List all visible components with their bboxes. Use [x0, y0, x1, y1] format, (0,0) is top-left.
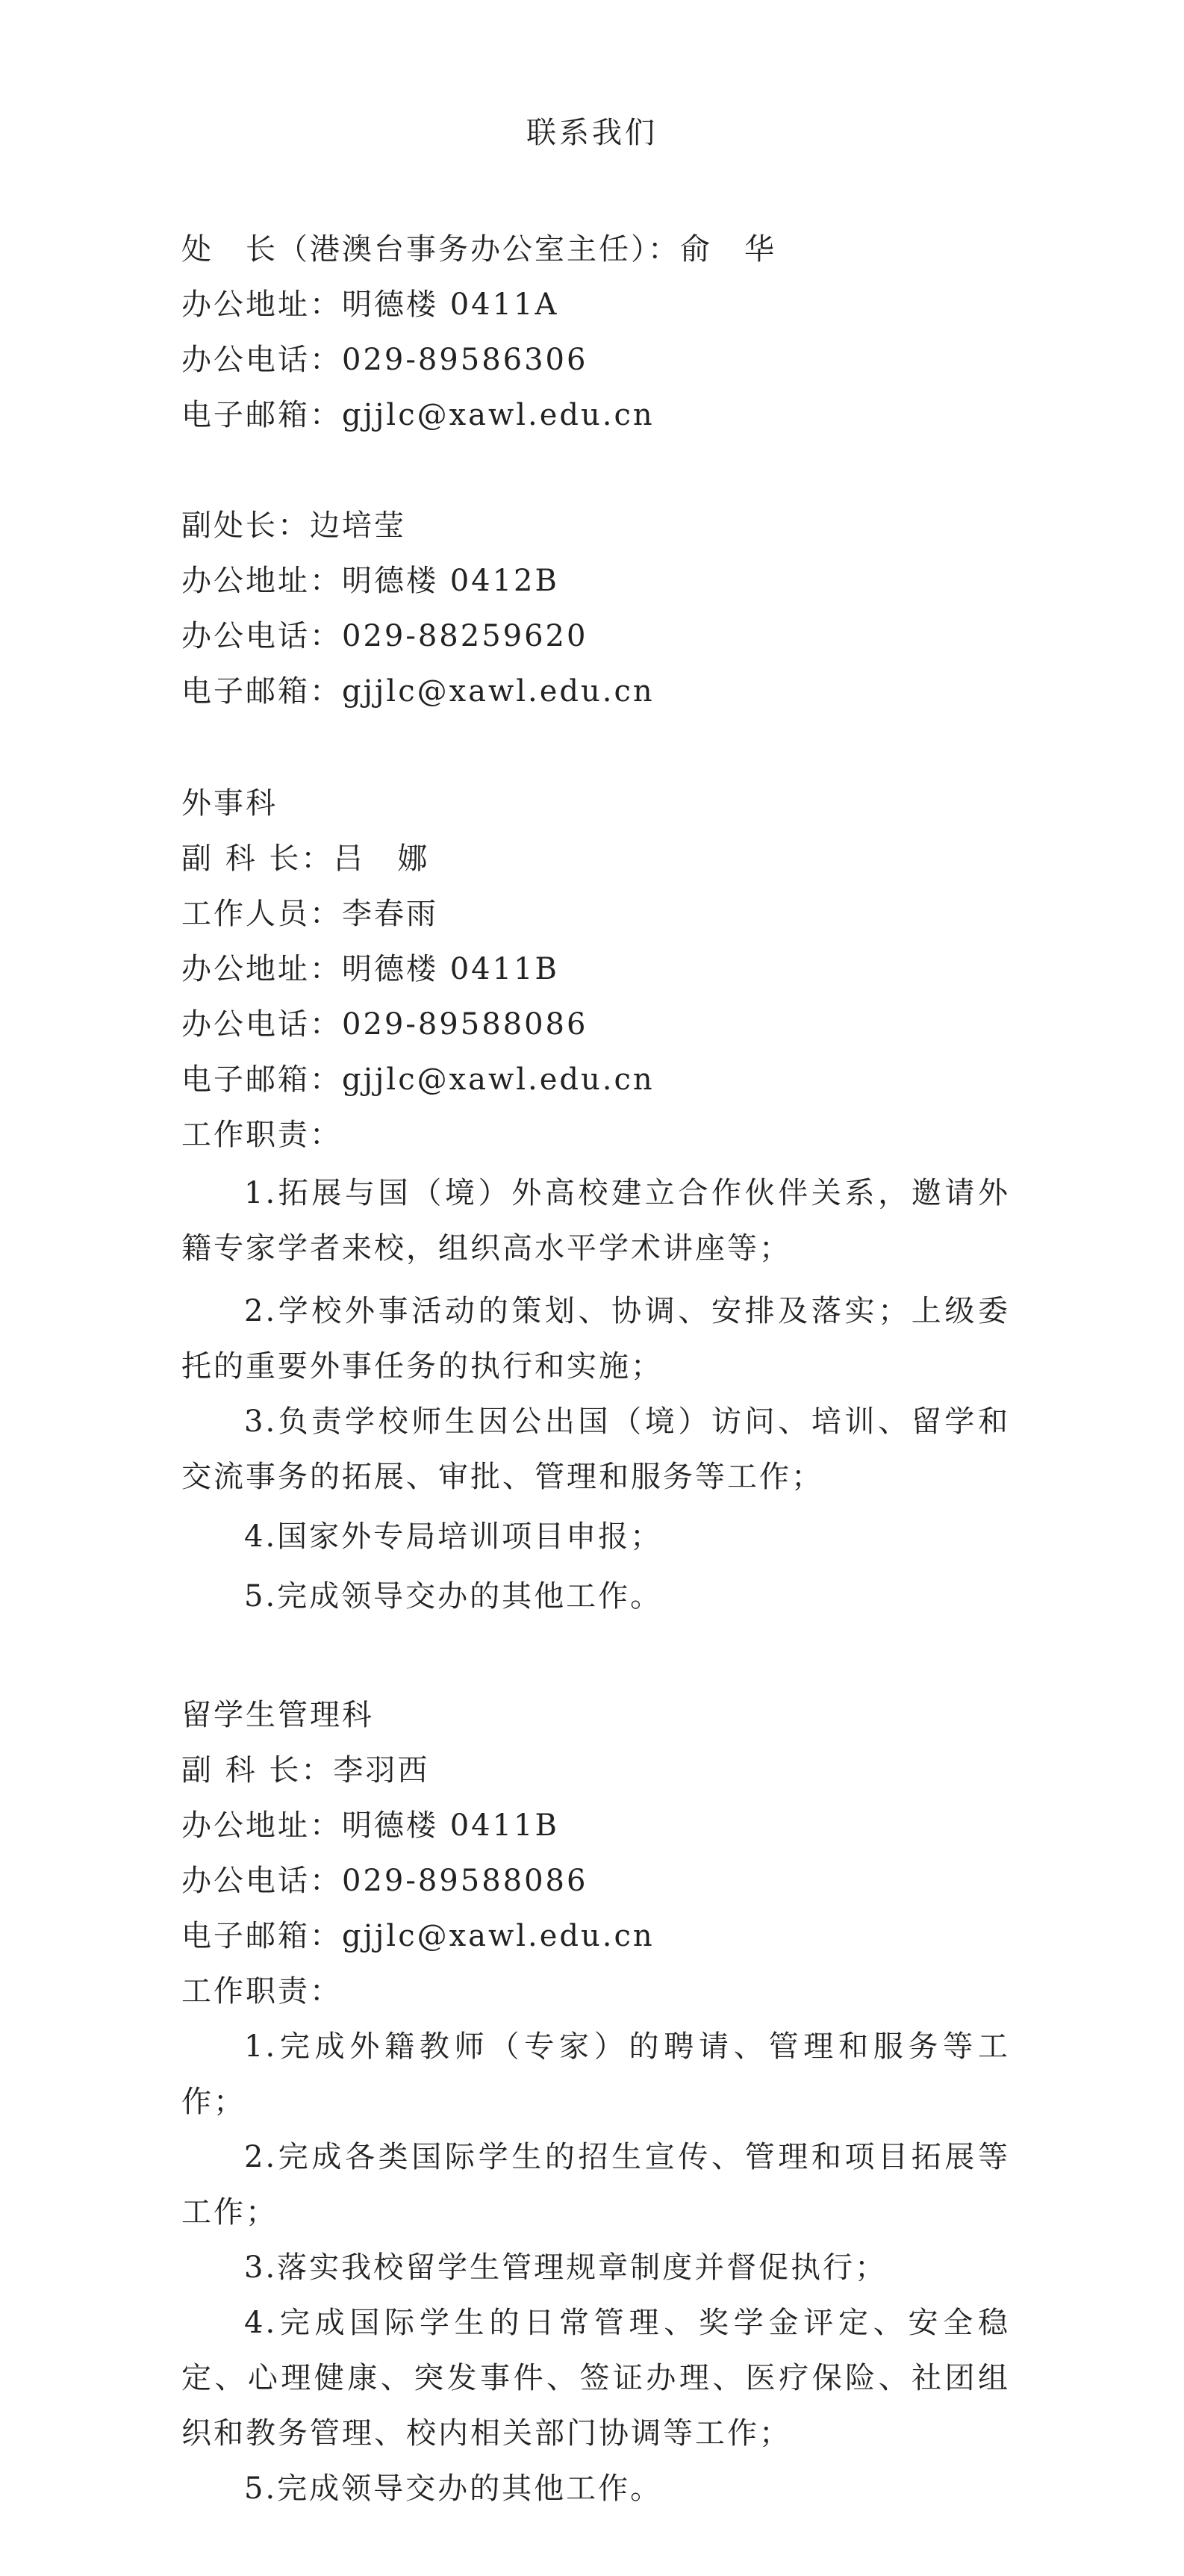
office-address: 办公地址：明德楼 0411B: [181, 952, 559, 986]
deputy-name-line: 副处长：边培莹: [181, 508, 406, 543]
email-line: 电子邮箱：gjjlc@xawl.edu.cn: [181, 1919, 655, 1953]
duty-item: 4.国家外专局培训项目申报；: [244, 1519, 663, 1554]
duty-item: 1.拓展与国（境）外高校建立合作伙伴关系，邀请外籍专家学者来校，组织高水平学术讲座等；: [181, 1176, 1010, 1266]
duty-item: 1.完成外籍教师（专家）的聘请、管理和服务等工作；: [181, 2029, 1010, 2119]
deputy-chief-line: 副 科 长：李羽西: [181, 1753, 430, 1788]
director-section: [181, 222, 1010, 443]
duties-heading: 工作职责：: [181, 1118, 342, 1152]
email-line: 电子邮箱：gjjlc@xawl.edu.cn: [181, 1063, 655, 1097]
duty-item: 5.完成领导交办的其他工作。: [244, 2471, 663, 2506]
page-title: 联系我们: [526, 116, 658, 150]
intl-students-section: [181, 1687, 1010, 2516]
duty-item: 3.负责学校师生因公出国（境）访问、培训、留学和交流事务的拓展、审批、管理和服务等工作；: [181, 1404, 1010, 1494]
duty-item: 4.完成国际学生的日常管理、奖学金评定、安全稳定、心理健康、突发事件、签证办理、医疗保险、社团组织和教务管理、校内相关部门协调等工作；: [181, 2306, 1010, 2451]
office-phone: 办公电话：029-89588086: [181, 1864, 588, 1898]
deputy-office-address: 办公地址：明德楼 0412B: [181, 564, 559, 598]
director-name-line: 处 长（港澳台事务办公室主任）：俞 华: [181, 232, 776, 267]
deputy-chief-line: 副 科 长：吕 娜: [181, 841, 430, 876]
office-address: 办公地址：明德楼 0411B: [181, 1808, 559, 1843]
deputy-email: 电子邮箱：gjjlc@xawl.edu.cn: [181, 674, 655, 709]
office-phone: 办公电话：029-89588086: [181, 1007, 588, 1042]
duties-heading: 工作职责：: [181, 1974, 342, 2009]
director-office-phone: 办公电话：029-89586306: [181, 343, 588, 377]
foreign-affairs-section: [181, 776, 1010, 1624]
duty-item: 2.学校外事活动的策划、协调、安排及落实；上级委托的重要外事任务的执行和实施；: [181, 1294, 1010, 1384]
deputy-office-phone: 办公电话：029-88259620: [181, 619, 588, 653]
section-heading: 留学生管理科: [181, 1698, 374, 1732]
duty-item: 3.落实我校留学生管理规章制度并督促执行；: [244, 2250, 888, 2285]
section-heading: 外事科: [181, 786, 278, 821]
duty-item: 5.完成领导交办的其他工作。: [244, 1579, 663, 1614]
staff-line: 工作人员：李春雨: [181, 897, 438, 931]
director-email: 电子邮箱：gjjlc@xawl.edu.cn: [181, 398, 655, 432]
director-office-address: 办公地址：明德楼 0411A: [181, 287, 559, 322]
deputy-section: [181, 498, 1010, 719]
duty-item: 2.完成各类国际学生的招生宣传、管理和项目拓展等工作；: [181, 2140, 1010, 2230]
